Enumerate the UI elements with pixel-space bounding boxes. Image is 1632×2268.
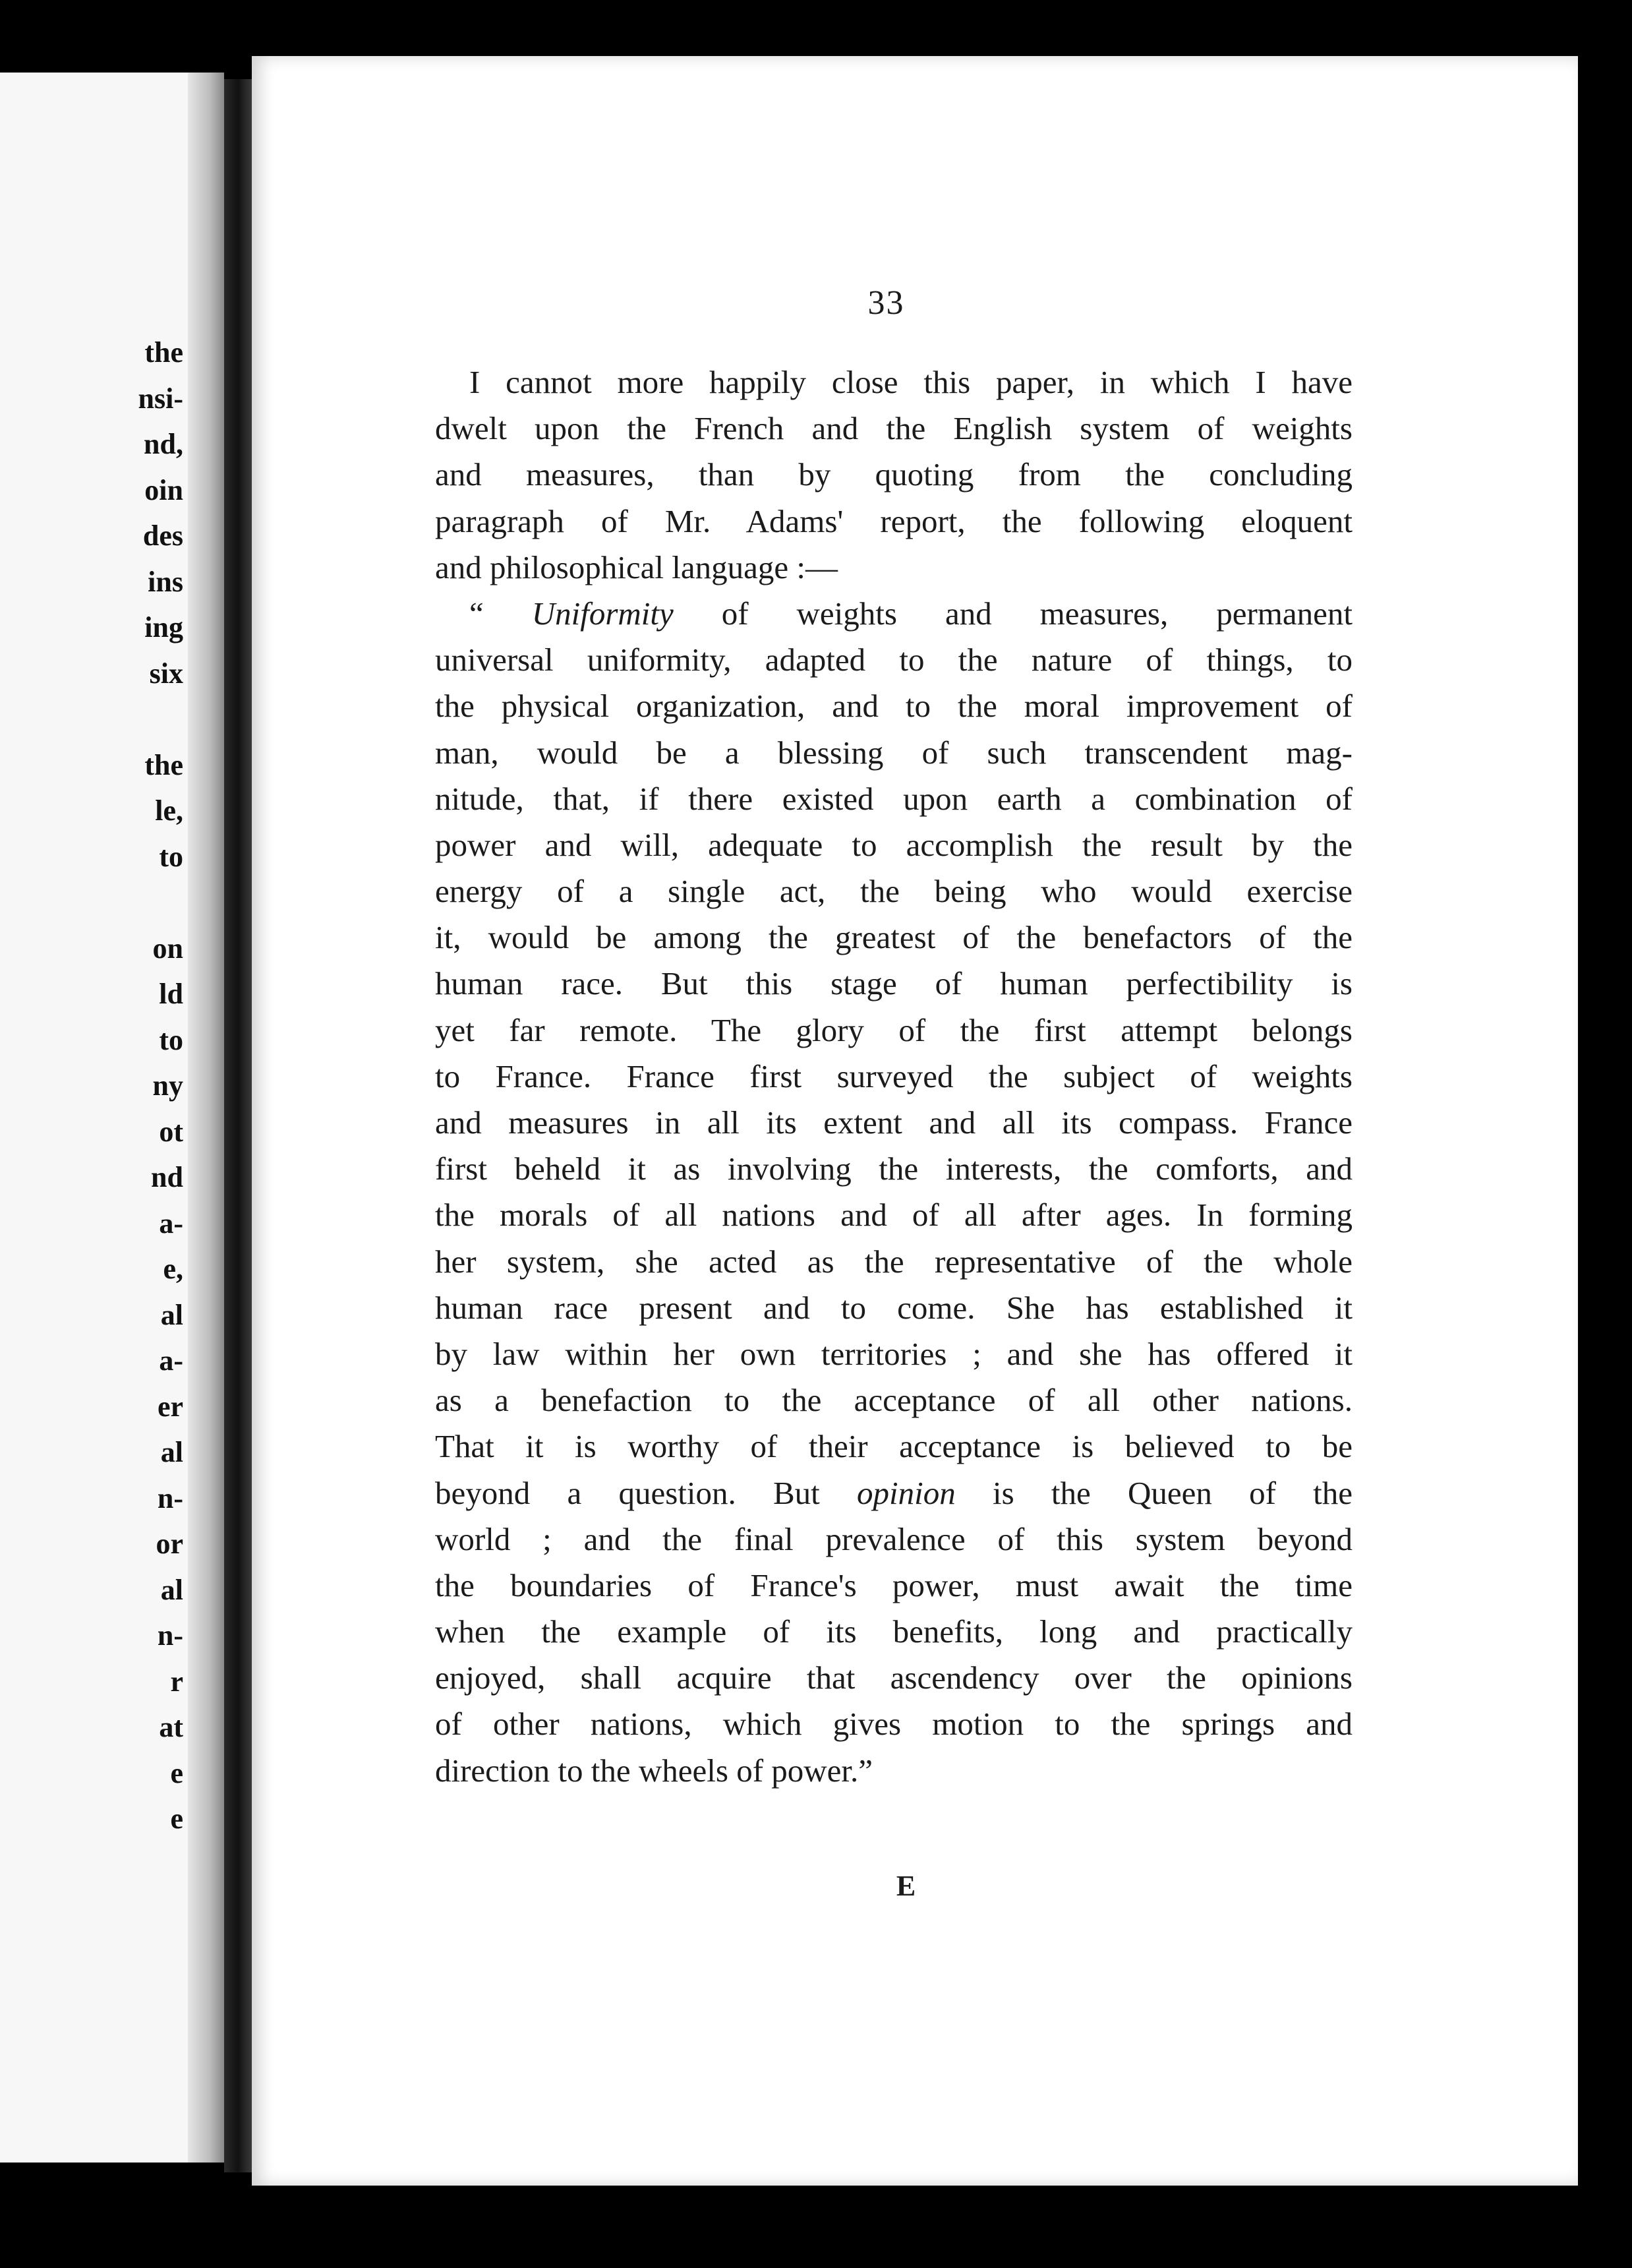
facing-page-fragment: oin: [144, 473, 183, 506]
text-line: and measures in all its extent and all its compass. France: [435, 1104, 1353, 1141]
opinion-italic-word: opinion: [857, 1474, 956, 1511]
paragraph-quote: [435, 591, 1353, 1794]
facing-page-fragment: e: [170, 1756, 183, 1789]
facing-page-fragment: at: [159, 1711, 183, 1743]
facing-page-fragment: the: [144, 748, 183, 781]
text-line: human race present and to come. She has established it: [435, 1289, 1353, 1326]
facing-page-fragment: on: [152, 932, 183, 965]
book-gutter: [224, 79, 252, 2172]
text-line: by law within her own territories ; and she has offered it: [435, 1335, 1353, 1372]
facing-page-fragment: a-: [159, 1344, 183, 1377]
text-line: dwelt upon the French and the English system of weights: [435, 410, 1353, 447]
text-line: universal uniformity, adapted to the nature of things, to: [435, 642, 1353, 678]
facing-page-fragment: to: [159, 840, 183, 873]
facing-page-fragment: ot: [159, 1115, 183, 1148]
opinion-line-before: beyond a question. But: [435, 1474, 858, 1511]
text-line: and measures, than by quoting from the concluding: [435, 456, 1353, 493]
facing-page-fragment: ins: [148, 565, 183, 598]
facing-page-fragment: e: [170, 1803, 183, 1835]
text-line: nitude, that, if there existed upon earth a combination of: [435, 780, 1353, 817]
text-line: paragraph of Mr. Adams' report, the following eloquent: [435, 502, 1353, 539]
text-line: the physical organization, and to the moral improvement of: [435, 688, 1353, 725]
text-line: to France. France first surveyed the subject of weights: [435, 1058, 1353, 1094]
text-line: human race. But this stage of human perfectibility is: [435, 965, 1353, 1002]
page-number: 33: [867, 284, 905, 322]
facing-page-fragment: ing: [144, 611, 183, 643]
page-33: [252, 56, 1578, 2186]
facing-page-fragment: nd: [151, 1161, 183, 1193]
text-line: the boundaries of France's power, must await the time: [435, 1567, 1353, 1603]
body-text: [435, 359, 1353, 1794]
facing-page-fragment: n-: [157, 1619, 183, 1652]
facing-page-fragment: ny: [152, 1069, 183, 1102]
text-line: first beheld it as involving the interests, the comforts, and: [435, 1150, 1353, 1187]
quote-last-line: direction to the wheels of power.”: [435, 1752, 873, 1789]
text-line: and philosophical language :—: [435, 549, 838, 585]
quote-first-line-rest: of weights and measures, permanent: [673, 595, 1353, 632]
text-line: yet far remote. The glory of the first attempt belongs: [435, 1011, 1353, 1048]
quote-opinion-line: [435, 1470, 1353, 1516]
facing-page-fragment: nsi-: [138, 382, 183, 415]
text-line: when the example of its benefits, long and practically: [435, 1613, 1353, 1650]
quote-first-line: [435, 591, 1353, 637]
facing-page-fragment: des: [142, 520, 183, 552]
text-line: That it is worthy of their acceptance is believed to be: [435, 1428, 1353, 1465]
quote-end-lines: [435, 1516, 1353, 1748]
text-line: enjoyed, shall acquire that ascendency over the opinions: [435, 1659, 1353, 1696]
text-line: power and will, adequate to accomplish the result by the: [435, 826, 1353, 863]
facing-page-fragment: or: [156, 1528, 183, 1560]
facing-page-fragment: n-: [157, 1481, 183, 1514]
facing-page-fragment: ld: [159, 978, 183, 1010]
quote-open-mark: “: [469, 595, 532, 632]
facing-page-fragment: a-: [159, 1207, 183, 1239]
facing-page-fragment: the: [144, 336, 183, 369]
text-line: the morals of all nations and of all after ages. In forming: [435, 1197, 1353, 1234]
facing-page-fragment: to: [159, 1023, 183, 1056]
signature-mark: E: [896, 1870, 916, 1902]
facing-page-fragment: six: [149, 657, 183, 690]
spine-shadow: [188, 73, 224, 2163]
facing-page-fragment: er: [157, 1390, 183, 1423]
facing-page-fragment: e,: [163, 1253, 183, 1285]
facing-page-fragment: al: [160, 1436, 183, 1468]
text-line: man, would be a blessing of such transcendent mag-: [435, 734, 1353, 771]
facing-page-fragment: [138, 880, 183, 926]
quote-middle-lines: [435, 637, 1353, 1470]
text-line: it, would be among the greatest of the benefactors of the: [435, 919, 1353, 956]
facing-page-left: [0, 73, 224, 2163]
text-line: of other nations, which gives motion to the springs and: [435, 1706, 1353, 1743]
text-line: her system, she acted as the representative of the whole: [435, 1243, 1353, 1280]
text-line: as a benefaction to the acceptance of all other nations.: [435, 1382, 1353, 1419]
facing-page-fragment: le,: [155, 794, 183, 827]
text-line: energy of a single act, the being who would exercise: [435, 873, 1353, 910]
text-line: I cannot more happily close this paper, in which I have: [469, 364, 1353, 400]
facing-page-fragment: r: [170, 1665, 183, 1698]
paragraph-intro: [435, 359, 1353, 591]
facing-page-text-fragments: [138, 330, 183, 1842]
opinion-line-after: is the Queen of the: [955, 1474, 1353, 1511]
text-line: world ; and the final prevalence of this system beyond: [435, 1520, 1353, 1557]
facing-page-fragment: al: [160, 1298, 183, 1331]
facing-page-fragment: al: [160, 1573, 183, 1606]
quote-italic-word: Uniformity: [531, 595, 674, 632]
facing-page-fragment: nd,: [144, 428, 183, 460]
facing-page-fragment: [138, 696, 183, 742]
